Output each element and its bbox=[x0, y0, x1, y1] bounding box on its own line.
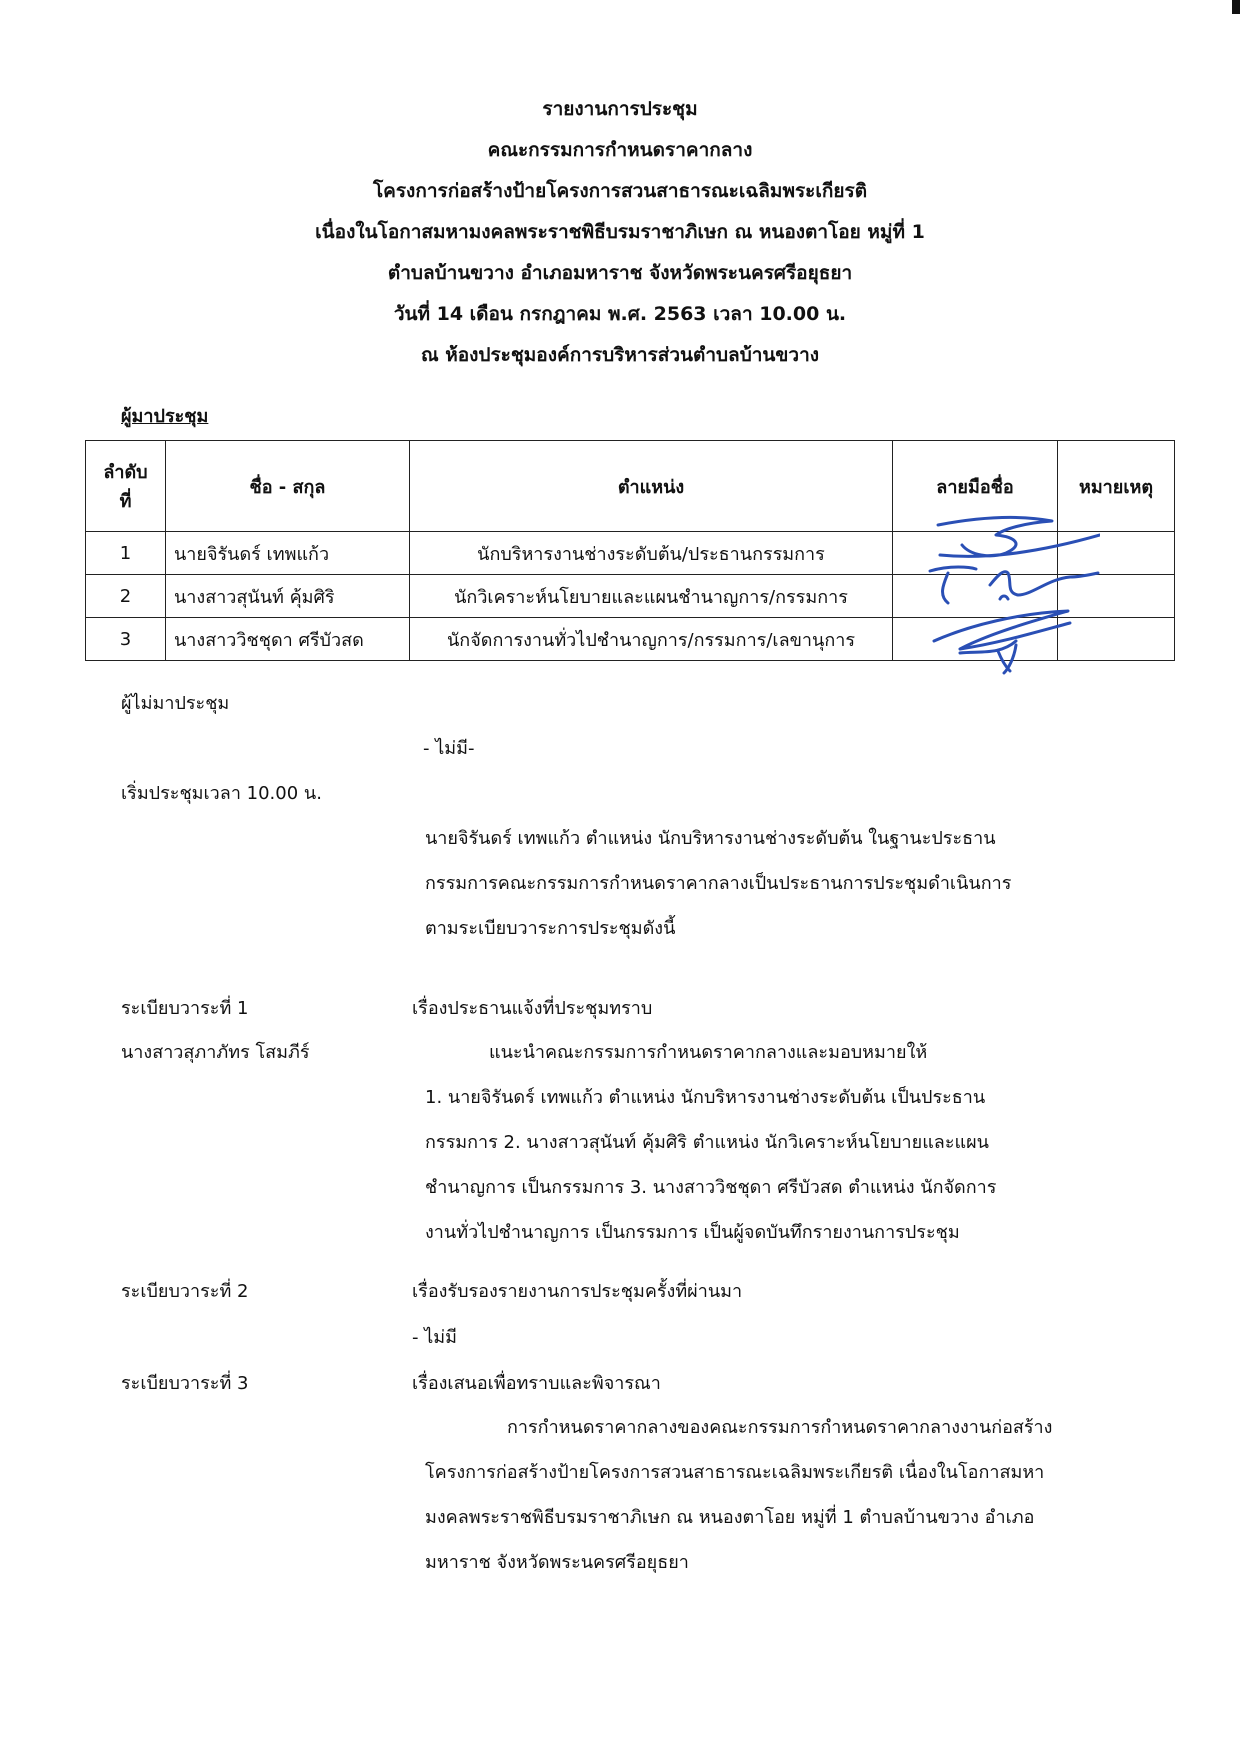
row-name: นางสาวสุนันท์ คุ้มศิริ bbox=[166, 575, 410, 618]
row-number: 3 bbox=[86, 618, 166, 661]
attendees-heading: ผู้มาประชุม bbox=[121, 406, 209, 427]
agenda-3-paragraph-line: มงคลพระราชพิธีบรมราชาภิเษก ณ หนองตาโอย หมู่ที่ 1 ตำบลบ้านขวาง อำเภอ bbox=[425, 1507, 1035, 1528]
start-paragraph-line: ตามระเบียบวาระการประชุมดังนี้ bbox=[425, 918, 676, 939]
agenda-1-paragraph-line: กรรมการ 2. นางสาวสุนันท์ คุ้มศิริ ตำแหน่ง นักวิเคราะห์นโยบายและแผน bbox=[425, 1132, 989, 1153]
row-position: นักวิเคราะห์นโยบายและแผนชำนาญการ/กรรมการ bbox=[410, 575, 893, 618]
agenda-1-label: ระเบียบวาระที่ 1 bbox=[121, 998, 249, 1019]
start-paragraph-line: กรรมการคณะกรรมการกำหนดราคากลางเป็นประธานการประชุมดำเนินการ bbox=[425, 873, 1012, 894]
agenda-3-paragraph-line: การกำหนดราคากลางของคณะกรรมการกำหนดราคากลางงานก่อสร้าง bbox=[507, 1417, 1053, 1438]
absent-heading: ผู้ไม่มาประชุม bbox=[121, 693, 230, 714]
agenda-1-paragraph-line: งานทั่วไปชำนาญการ เป็นกรรมการ เป็นผู้จดบันทึกรายงานการประชุม bbox=[425, 1222, 960, 1243]
header-occasion: เนื่องในโอกาสมหามงคลพระราชพิธีบรมราชาภิเษก ณ หนองตาโอย หมู่ที่ 1 bbox=[315, 221, 925, 243]
agenda-3-label: ระเบียบวาระที่ 3 bbox=[121, 1373, 249, 1394]
column-header-signature: ลายมือชื่อ bbox=[893, 441, 1058, 532]
header-date: วันที่ 14 เดือน กรกฎาคม พ.ศ. 2563 เวลา 10.00 น. bbox=[393, 303, 847, 325]
signature-1-stroke bbox=[938, 518, 1100, 557]
column-header-no bbox=[86, 441, 166, 532]
header-committee: คณะกรรมการกำหนดราคากลาง bbox=[487, 139, 753, 161]
agenda-3-paragraph bbox=[425, 1405, 1052, 1585]
start-time-label: เริ่มประชุมเวลา 10.00 น. bbox=[121, 783, 322, 804]
agenda-2-label: ระเบียบวาระที่ 2 bbox=[121, 1281, 249, 1302]
column-header-name: ชื่อ - สกุล bbox=[166, 441, 410, 532]
agenda-1-paragraph-line: แนะนำคณะกรรมการกำหนดราคากลางและมอบหมายให้ bbox=[489, 1042, 928, 1063]
header-location: ตำบลบ้านขวาง อำเภอมหาราช จังหวัดพระนครศรีอยุธยา bbox=[387, 262, 853, 284]
signature-3-stroke bbox=[934, 611, 1070, 673]
header-project: โครงการก่อสร้างป้ายโครงการสวนสาธารณะเฉลิมพระเกียรติ bbox=[372, 180, 868, 202]
document-header bbox=[0, 89, 1240, 376]
scan-edge-mark bbox=[1232, 0, 1240, 14]
absent-value: - ไม่มี- bbox=[423, 738, 475, 759]
agenda-1-title: เรื่องประธานแจ้งที่ประชุมทราบ bbox=[412, 998, 653, 1019]
agenda-1-paragraph-line: 1. นายจิรันดร์ เทพแก้ว ตำแหน่ง นักบริหารงานช่างระดับต้น เป็นประธาน bbox=[425, 1087, 986, 1108]
column-header-note: หมายเหตุ bbox=[1058, 441, 1175, 532]
start-paragraph-line: นายจิรันดร์ เทพแก้ว ตำแหน่ง นักบริหารงานช่างระดับต้น ในฐานะประธาน bbox=[425, 828, 996, 849]
row-number: 1 bbox=[86, 532, 166, 575]
row-position: นักบริหารงานช่างระดับต้น/ประธานกรรมการ bbox=[410, 532, 893, 575]
agenda-3-paragraph-line: มหาราช จังหวัดพระนครศรีอยุธยา bbox=[425, 1552, 689, 1573]
column-header-no-line2: ที่ bbox=[119, 491, 132, 512]
agenda-3-paragraph-line: โครงการก่อสร้างป้ายโครงการสวนสาธารณะเฉลิมพระเกียรติ เนื่องในโอกาสมหา bbox=[425, 1462, 1045, 1483]
column-header-no-line1: ลำดับ bbox=[103, 462, 148, 483]
agenda-1-speaker: นางสาวสุภาภัทร โสมภีร์ bbox=[121, 1042, 310, 1063]
start-paragraph bbox=[425, 816, 1011, 951]
agenda-1-paragraph bbox=[425, 1030, 996, 1255]
column-header-position: ตำแหน่ง bbox=[410, 441, 893, 532]
row-name: นายจิรันดร์ เทพแก้ว bbox=[166, 532, 410, 575]
row-name: นางสาววิชชุดา ศรีบัวสด bbox=[166, 618, 410, 661]
header-title: รายงานการประชุม bbox=[542, 98, 698, 120]
row-number: 2 bbox=[86, 575, 166, 618]
row-position: นักจัดการงานทั่วไปชำนาญการ/กรรมการ/เลขานุการ bbox=[410, 618, 893, 661]
agenda-2-value: - ไม่มี bbox=[412, 1327, 457, 1348]
header-venue: ณ ห้องประชุมองค์การบริหารส่วนตำบลบ้านขวาง bbox=[420, 344, 820, 366]
signature-2-stroke bbox=[930, 567, 1098, 603]
agenda-1-paragraph-line: ชำนาญการ เป็นกรรมการ 3. นางสาววิชชุดา ศรีบัวสด ตำแหน่ง นักจัดการ bbox=[425, 1177, 997, 1198]
agenda-2-title: เรื่องรับรองรายงานการประชุมครั้งที่ผ่านมา bbox=[412, 1281, 743, 1302]
agenda-3-title: เรื่องเสนอเพื่อทราบและพิจารณา bbox=[412, 1373, 661, 1394]
handwritten-signatures bbox=[920, 515, 1100, 675]
